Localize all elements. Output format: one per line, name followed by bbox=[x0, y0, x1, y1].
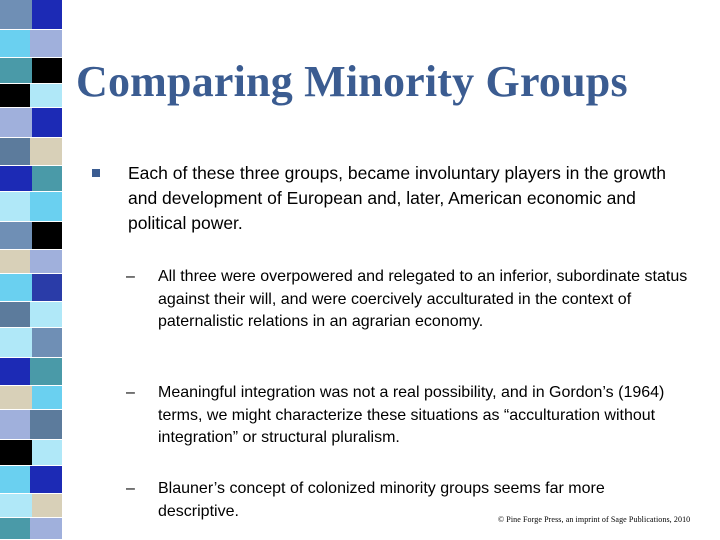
sub-bullet-text: Blauner’s concept of colonized minority groups seems far more descriptive. bbox=[158, 480, 605, 520]
stripe-block bbox=[0, 108, 32, 138]
stripe-block bbox=[32, 494, 62, 518]
sub-bullet-text: Meaningful integration was not a real possibility, and in Gordon’s (1964) terms, we might characterize these situations as “acculturation without integration” or structural pluralism. bbox=[158, 384, 665, 446]
stripe-block bbox=[30, 410, 62, 440]
stripe-block bbox=[0, 58, 32, 84]
copyright-notice: © Pine Forge Press, an imprint of Sage Publications, 2010 bbox=[498, 515, 691, 524]
square-bullet-icon bbox=[92, 169, 100, 177]
stripe-block bbox=[0, 250, 30, 274]
stripe-block bbox=[32, 0, 62, 30]
stripe-block bbox=[32, 274, 62, 302]
stripe-block bbox=[32, 166, 62, 192]
stripe-block bbox=[0, 518, 30, 540]
slide-title: Comparing Minority Groups bbox=[76, 57, 628, 106]
bullet-text: Each of these three groups, became involuntary players in the growth and development of European and, later, American economic and political power. bbox=[128, 163, 666, 233]
stripe-block bbox=[30, 192, 62, 222]
stripe-block bbox=[0, 440, 32, 466]
stripe-block bbox=[30, 84, 62, 108]
stripe-block bbox=[0, 166, 32, 192]
stripe-block bbox=[30, 138, 62, 166]
stripe-block bbox=[30, 30, 62, 58]
stripe-block bbox=[0, 30, 30, 58]
stripe-block bbox=[0, 328, 32, 358]
stripe-block bbox=[32, 58, 62, 84]
stripe-block bbox=[30, 302, 62, 328]
stripe-block bbox=[0, 84, 30, 108]
stripe-block bbox=[0, 358, 30, 386]
stripe-block bbox=[32, 386, 62, 410]
decorative-color-stripe bbox=[0, 0, 62, 540]
stripe-block bbox=[0, 410, 30, 440]
stripe-block bbox=[0, 0, 32, 30]
dash-bullet-icon: – bbox=[126, 384, 135, 401]
stripe-block bbox=[32, 222, 62, 250]
stripe-block bbox=[30, 250, 62, 274]
stripe-block bbox=[0, 302, 30, 328]
stripe-block bbox=[0, 466, 30, 494]
sub-bullet-text: All three were overpowered and relegated to an inferior, subordinate status against their will, and were coercively acculturated in the context of paternalistic relations in an agrarian economy. bbox=[158, 268, 688, 330]
stripe-block bbox=[0, 494, 32, 518]
dash-bullet-icon: – bbox=[126, 480, 135, 497]
stripe-block bbox=[0, 222, 32, 250]
stripe-block bbox=[0, 138, 30, 166]
stripe-block bbox=[32, 108, 62, 138]
stripe-block bbox=[30, 358, 62, 386]
stripe-block bbox=[30, 466, 62, 494]
stripe-block bbox=[0, 386, 32, 410]
stripe-block bbox=[0, 274, 32, 302]
stripe-block bbox=[30, 518, 62, 540]
stripe-block bbox=[32, 440, 62, 466]
stripe-block bbox=[0, 192, 30, 222]
dash-bullet-icon: – bbox=[126, 268, 135, 285]
stripe-block bbox=[32, 328, 62, 358]
